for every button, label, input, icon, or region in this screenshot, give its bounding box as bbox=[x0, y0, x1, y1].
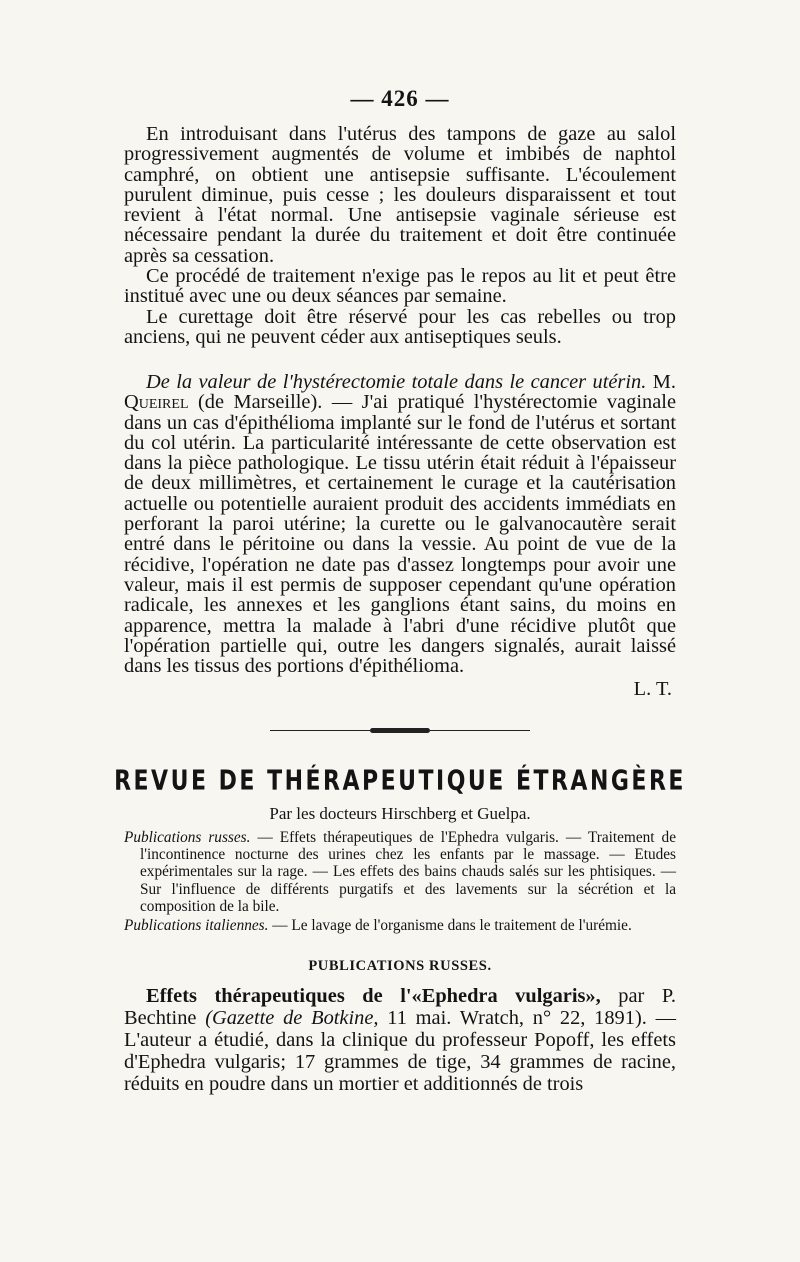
divider-ornament bbox=[370, 728, 430, 733]
page-number: — 426 — bbox=[350, 86, 450, 111]
author-name: Queirel bbox=[124, 391, 189, 414]
summary-label: Publications russes. bbox=[124, 829, 251, 846]
byline: Par les docteurs Hirschberg et Guelpa. bbox=[269, 804, 531, 823]
paragraph: Le curettage doit être réservé pour les cas rebelles ou trop anciens, qui ne peuvent céder aux antiseptiques seuls. bbox=[124, 305, 676, 348]
section-antisepsie bbox=[124, 124, 676, 347]
ornamental-divider bbox=[270, 728, 530, 734]
article-paragraph bbox=[124, 372, 676, 676]
author-prefix: M. bbox=[652, 371, 676, 393]
article-source: (Gazette de Botkine, bbox=[205, 1007, 379, 1029]
summary-text: — Effets thérapeutiques de l'Ephedra vulgaris. — Traitement de l'incontinence nocturne des urines chez les enfants par le massage. — Etudes expérimentales sur la rage. — Les effets des bains chauds salés sur les phtisiques. — Sur l'influence de différents purgatifs et des lavements sur la sécrétion et la composition de la bile. bbox=[140, 829, 676, 915]
summary-item bbox=[124, 917, 676, 934]
article-body: L'auteur a étudié, dans la clinique du professeur Popoff, les effets d'Ephedra vulgaris; 17 grammes de tige, 34 grammes de racine, réduits en poudre dans un mortier et additionnés de trois bbox=[124, 1029, 676, 1095]
article-author: par P. Bechtine bbox=[124, 985, 676, 1029]
section-heading: REVUE DE THÉRAPEUTIQUE ÉTRANGÈRE bbox=[114, 765, 686, 798]
summary-block bbox=[124, 829, 676, 936]
summary-item bbox=[124, 829, 676, 915]
article-ephedra bbox=[124, 985, 676, 1095]
subheading: PUBLICATIONS RUSSES. bbox=[308, 958, 492, 974]
summary-text: — Le lavage de l'organisme dans le traitement de l'urémie. bbox=[272, 917, 632, 935]
signature: L. T. bbox=[633, 678, 672, 701]
article-title: De la valeur de l'hystérectomie totale dans le cancer utérin. bbox=[146, 371, 647, 393]
article-date: 11 mai. Wratch, n° 22, 1891). — bbox=[387, 1007, 676, 1029]
article-paragraph bbox=[124, 985, 676, 1095]
article-title: Effets thérapeutiques de l'«Ephedra vulgaris», bbox=[146, 985, 601, 1007]
article-body: (de Marseille). — J'ai pratiqué l'hystérectomie vaginale dans un cas d'épithélioma implanté sur le fond de l'utérus et sortant du col utérin. La particularité intéressante de cette observation est dans la pièce pathologique. Le tissu utérin était réduit à l'épaisseur de deux millimètres, et certainement le curage et la cautérisation actuelle ou potentielle auraient produit des accidents immédiats en perforant la paroi utérine; la curette ou le galvanocautère serait entré dans le péritoine ou dans la vessie. Au point de vue de la récidive, l'opération ne date pas d'assez longtemps pour avoir une valeur, mais il est permis de supposer cependant qu'une opération radicale, les annexes et les ganglions étant sains, du moins en apparence, mettra la malade à l'abri d'une récidive plutôt que l'opération partielle qui, outre les dangers signalés, aurait laissé dans les tissus des portions d'épithélioma. bbox=[124, 391, 676, 678]
summary-label: Publications italiennes. bbox=[124, 917, 269, 935]
paragraph: En introduisant dans l'utérus des tampons de gaze au salol progressivement augmentés de volume et imbibés de naphtol camphré, on obtient une antisepsie suffisante. L'écoulement purulent diminue, puis cesse ; les douleurs disparaissent et tout revient à l'état normal. Une antisepsie vaginale sérieuse est nécessaire pendant la durée du traitement et doit être continuée après sa cessation. bbox=[124, 123, 676, 267]
paragraph: Ce procédé de traitement n'exige pas le repos au lit et peut être institué avec une ou deux séances par semaine. bbox=[124, 265, 676, 308]
section-hysterectomie bbox=[124, 372, 676, 700]
